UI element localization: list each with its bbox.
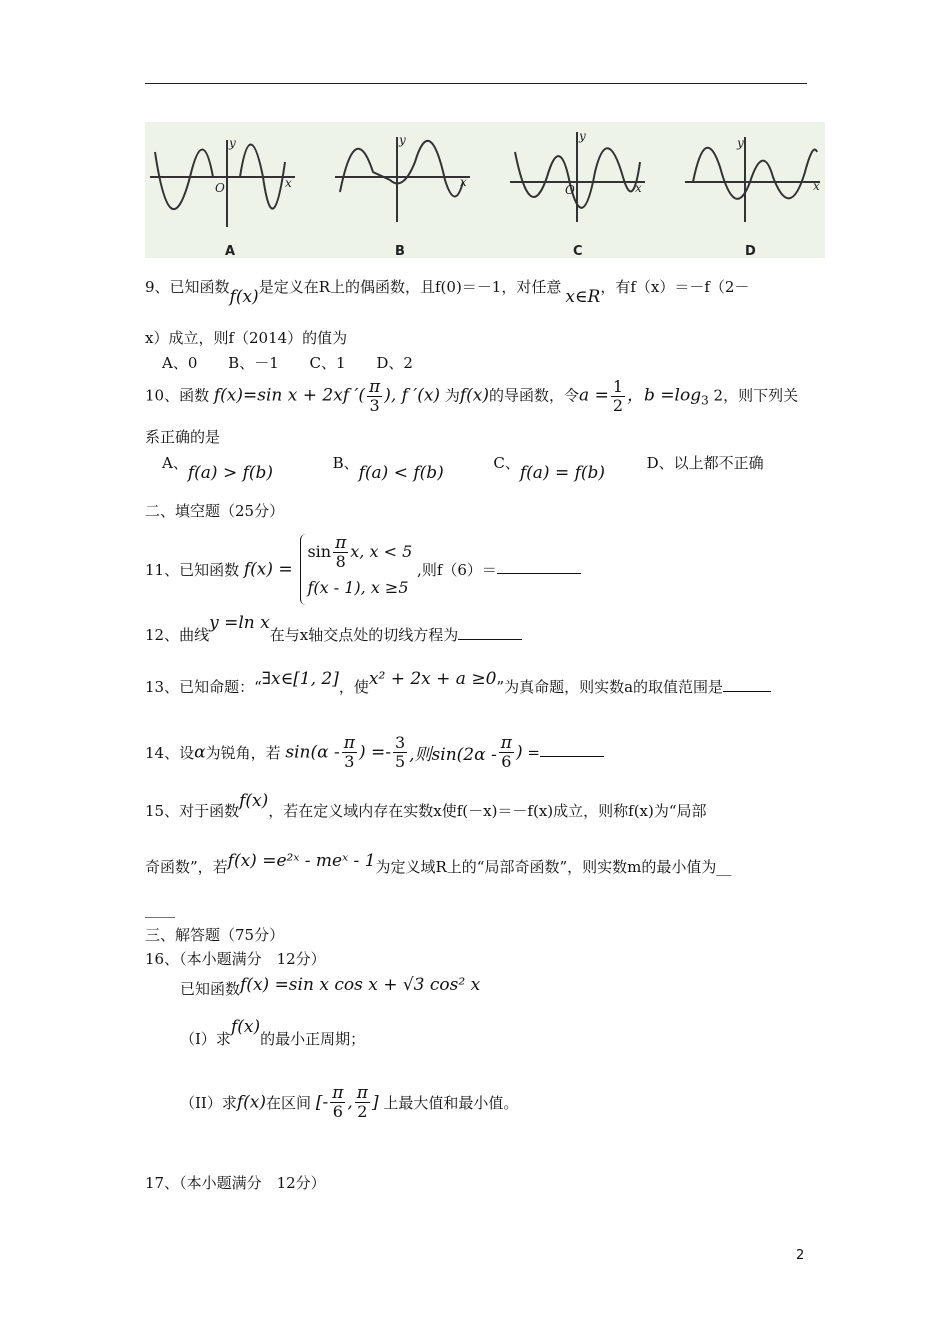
question-12: 12、曲线y =ln x在与x轴交点处的切线方程为 (145, 624, 522, 645)
q9-option-b: B、－1 (228, 354, 279, 372)
section-3-heading: 三、解答题（75分） (145, 926, 285, 944)
graph-c-origin: O (565, 183, 575, 197)
graph-d-y-label: y (737, 136, 744, 150)
graph-a-origin: O (215, 181, 225, 195)
question-15-line-2: 奇函数”，若f(x) =e²ˣ - meˣ - 1为定义域R上的“局部奇函数”，则实数m的最小值为__ (145, 851, 732, 876)
section-2-heading: 二、填空题（25分） (145, 502, 285, 520)
graph-a-y-label: y (229, 136, 236, 150)
function-graphs-svg (145, 122, 825, 258)
question-10-options: A、f(a) > f(b) B、f(a) < f(b) C、f(a) = f(b) D、以上都不正确 (162, 454, 764, 483)
question-16-part-2: （II）求f(x)在区间 [- $\frac{\pi}{6}$ , $\frac{\pi}{2}$ ] 上最大值和最小值。 (180, 1083, 519, 1121)
question-15-line-1: 15、对于函数f(x)，若在定义域内存在实数x使f(－x)＝－f(x)成立，则称f(x)为“局部 (145, 791, 707, 820)
graph-c-x-label: x (635, 181, 642, 195)
question-13: 13、已知命题：“∃x∈[1, 2]，使x² + 2x + a ≥0”为真命题，则实数a的取值范围是 (145, 676, 771, 697)
question-17-heading: 17、（本小题满分 12分） (145, 1174, 326, 1192)
question-9-line-1: 9、已知函数f(x)是定义在R上的偶函数，且f(0)＝－1，对任意 x∈R，有f（x）＝－f（2－ (145, 278, 750, 307)
graph-label-d: D (745, 244, 756, 258)
q9-option-a: A、0 (162, 354, 198, 372)
q9-option-c: C、1 (309, 354, 346, 372)
question-10-line-2: 系正确的是 (145, 428, 221, 446)
page-number: 2 (796, 1248, 805, 1263)
question-15-line-3: ____ (145, 900, 175, 918)
graph-label-a: A (225, 244, 236, 258)
q9-option-d: D、2 (376, 354, 413, 372)
graph-b-x-label: x (460, 175, 467, 189)
graph-label-b: B (395, 244, 405, 258)
graph-label-c: C (573, 244, 583, 258)
question-9-options (162, 352, 413, 373)
question-11: 11、已知函数 f(x) = sin $\frac{\pi}{8}$ x, x < 5 f(x - 1), x ≥5 ,则f（6）＝ (145, 534, 581, 605)
question-16-given: 已知函数f(x) =sin x cos x + √3 cos² x (180, 975, 481, 998)
graph-options-figure (145, 122, 825, 258)
graph-a-x-label: x (285, 176, 292, 190)
question-16-heading: 16、（本小题满分 12分） (145, 950, 326, 968)
header-rule (145, 83, 807, 84)
question-14: 14、设α为锐角，若 sin(α - $\frac{\pi}{3}$ ) =- $\frac{3}{5}$ ,则sin(2α - $\frac{\pi}{6}$ ) = (145, 734, 604, 771)
graph-b-y-label: y (399, 133, 406, 147)
question-10-line-1: 10、函数 f(x)=sin x + 2xf ′( $\frac{\pi}{3}$ ), f ′(x) 为f(x)的导函数，令a = $\frac{1}{2}$ ，$b =\log_3$ 2，则下列关 (145, 377, 799, 415)
question-9-line-2: x）成立，则f（2014）的值为 (145, 329, 348, 347)
question-16-part-1: （I）求f(x)的最小正周期； (180, 1017, 366, 1048)
graph-d-x-label: x (813, 179, 820, 193)
graph-c-y-label: y (579, 129, 586, 143)
